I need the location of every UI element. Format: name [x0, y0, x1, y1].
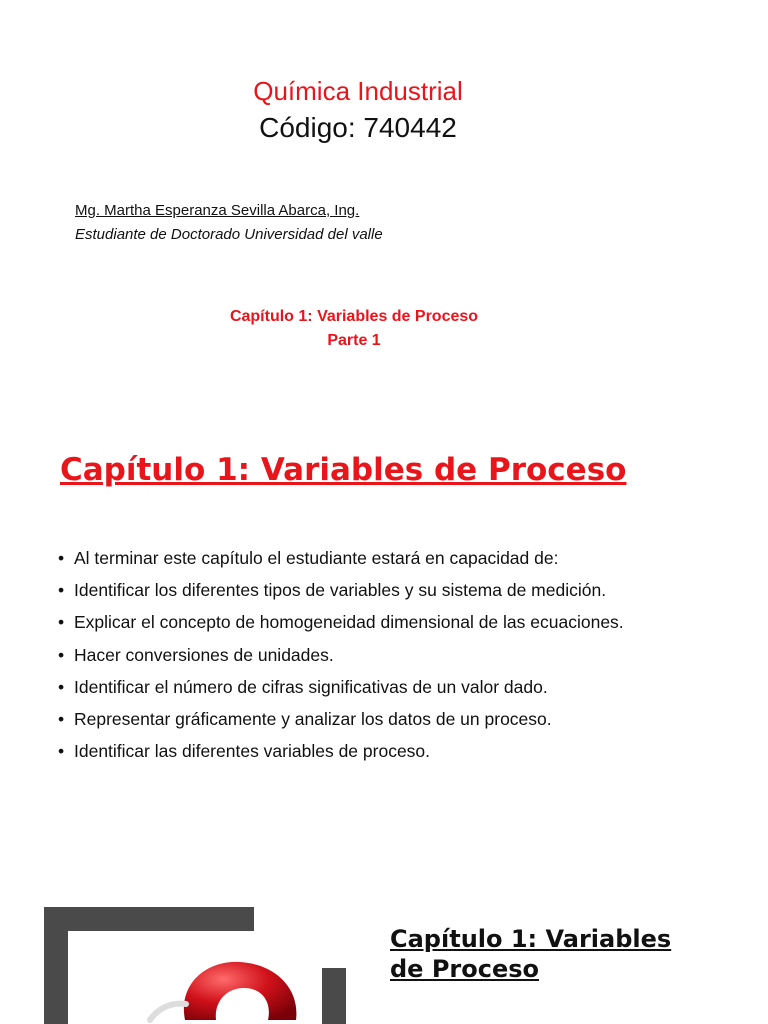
chapter-heading-line1: Capítulo 1: Variables de Proceso: [229, 308, 479, 325]
slide-title: [0, 0, 768, 400]
slide-objectives: [0, 430, 768, 830]
bullet-icon: •: [58, 548, 65, 568]
course-title: Química Industrial: [253, 76, 463, 106]
list-item: • Identificar el número de cifras significativas de un valor dado.: [58, 671, 624, 703]
list-item: • Identificar las diferentes variables de proceso.: [58, 735, 624, 767]
chapter-heading-line2: Parte 1: [327, 332, 381, 349]
objectives-list: [58, 542, 624, 767]
bullet-icon: •: [58, 580, 65, 601]
list-item: • Representar gráficamente y analizar los datos de un proceso.: [58, 703, 624, 735]
author-name: Mg. Martha Esperanza Sevilla Abarca, Ing.: [75, 202, 360, 219]
bullet-icon: •: [58, 709, 65, 730]
bullet-icon: •: [58, 644, 65, 665]
list-item: • Al terminar este capítulo el estudiante estará en capacidad de:: [58, 542, 624, 574]
chapter-cover-title: [390, 924, 671, 984]
bullet-icon: •: [58, 676, 65, 697]
list-item: • Explicar el concepto de homogeneidad dimensional de las ecuaciones.: [58, 606, 624, 638]
bullet-icon: •: [58, 612, 65, 633]
author-affiliation: Estudiante de Doctorado Universidad del valle: [75, 226, 383, 243]
course-code: Código: 740442: [259, 112, 457, 143]
objectives-title: Capítulo 1: Variables de Proceso: [60, 452, 627, 488]
slide-chapter-cover: [0, 880, 768, 1024]
chapter-cover-title-line1: Capítulo 1: Variables: [390, 925, 672, 953]
chapter-cover-title-line2: de Proceso: [390, 955, 540, 983]
chapter-heading: [0, 305, 708, 353]
list-item: • Identificar los diferentes tipos de variables y su sistema de medición.: [58, 574, 624, 606]
question-mark-frame-icon: [0, 880, 360, 1024]
list-item: • Hacer conversiones de unidades.: [58, 639, 624, 671]
bullet-icon: •: [58, 741, 65, 762]
